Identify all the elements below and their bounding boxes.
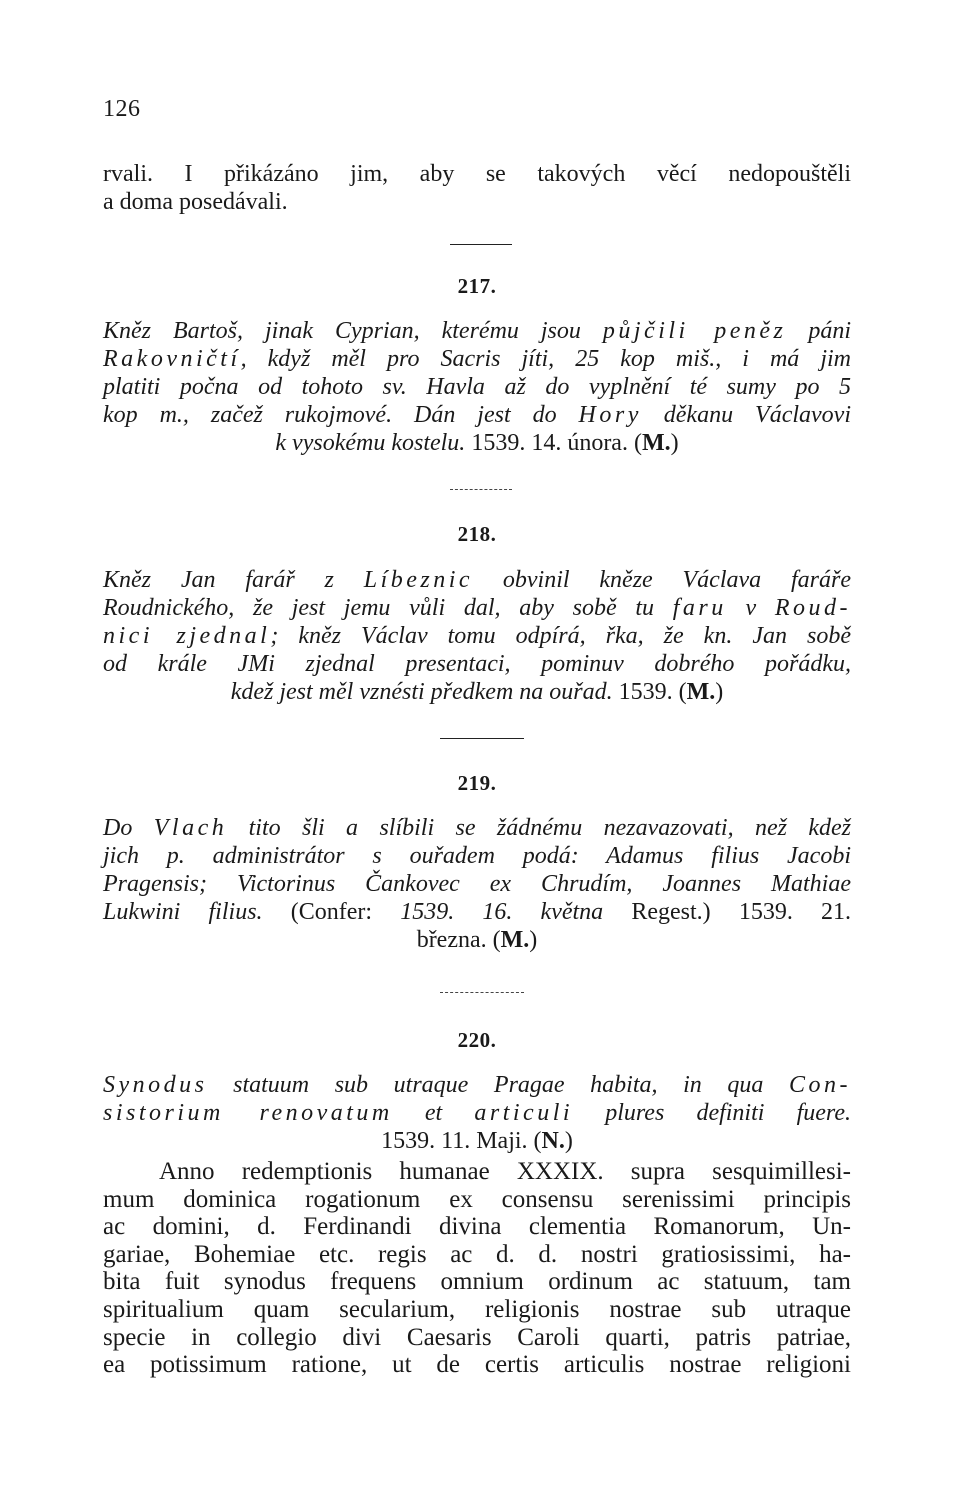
text-line: spiritualium quam secularium, religionis nostrae sub utraque bbox=[103, 1295, 851, 1323]
text-line: rvali. I přikázáno jim, aby se takových věcí nedopouštěli bbox=[103, 161, 851, 187]
entry-number-218: 218. bbox=[457, 522, 497, 546]
text-line: kop m., začež rukojmové. Dán jest do Hory děkanu Václavovi bbox=[103, 402, 851, 428]
text-line: jich p. administrátor s ouřadem podá: Adamus filius Jacobi bbox=[103, 843, 851, 869]
text-line: března. (M.) bbox=[416, 927, 538, 953]
entry-number-219: 219. bbox=[457, 771, 497, 795]
separator-rule bbox=[450, 244, 512, 245]
text-line: gariae, Bohemiae etc. regis ac d. d. nostri gratiosissimi, ha- bbox=[103, 1240, 851, 1268]
entry-219-text bbox=[103, 814, 851, 954]
text-line: platiti počna od tohoto sv. Havla až do vyplnění té sumy po 5 bbox=[103, 374, 851, 400]
separator-rule bbox=[440, 738, 524, 739]
text-line: Roudnického, že jest jemu vůli dal, aby sobě tu faru v Roud- bbox=[103, 595, 852, 621]
text-line: nici zjednal; kněz Václav tomu odpírá, řka, že kn. Jan sobě bbox=[103, 623, 851, 649]
text-line: Kněz Bartoš, jinak Cyprian, kterému jsou půjčili peněz páni bbox=[103, 318, 852, 344]
entry-218-text bbox=[103, 566, 851, 706]
text-line: Rakovničtí, když měl pro Sacris jíti, 25 kop miš., i má jim bbox=[103, 346, 851, 372]
text-line: Do Vlach tito šli a slíbili se žádnému nezavazovati, než kdež bbox=[103, 815, 851, 841]
text-line: Lukwini filius. (Confer: 1539. 16. května Regest.) 1539. 21. bbox=[103, 899, 852, 925]
text-line: k vysokému kostelu. 1539. 14. února. (M.) bbox=[275, 430, 679, 456]
entry-number-217: 217. bbox=[457, 274, 497, 298]
text-line: sistorium renovatum et articuli plures definiti fuere. bbox=[103, 1100, 852, 1126]
continuation-paragraph bbox=[103, 160, 851, 216]
text-line: od krále JMi zjednal presentaci, pominuv dobrého pořádku, bbox=[103, 651, 851, 677]
entry-220-body bbox=[103, 1158, 851, 1379]
separator-rule bbox=[440, 992, 524, 993]
entry-220-heading bbox=[103, 1071, 851, 1155]
text-line: 1539. 11. Maji. (N.) bbox=[381, 1128, 573, 1154]
text-line: Synodus statuum sub utraque Pragae habita, in qua Con- bbox=[103, 1072, 851, 1098]
text-line: Kněz Jan farář z Líbeznic obvinil kněze Václava faráře bbox=[103, 567, 851, 593]
entry-number-220: 220. bbox=[457, 1028, 497, 1052]
page-number: 126 bbox=[103, 96, 141, 122]
text-line: ac domini, d. Ferdinandi divina clementia Romanorum, Un- bbox=[103, 1213, 851, 1241]
text-line: kdež jest měl vznésti předkem na ouřad. 1539. (M.) bbox=[230, 679, 724, 705]
text-line: Anno redemptionis humanae XXXIX. supra sesquimillesi- bbox=[159, 1158, 851, 1185]
text-line: Pragensis; Victorinus Čankovec ex Chrudím, Joannes Mathiae bbox=[103, 871, 851, 897]
separator-rule bbox=[450, 489, 512, 490]
text-line: ea potissimum ratione, ut de certis articulis nostrae religioni bbox=[103, 1351, 851, 1379]
text-line: a doma posedávali. bbox=[103, 189, 288, 215]
entry-217-text bbox=[103, 317, 851, 457]
text-line: bita fuit synodus frequens omnium ordinum ac statuum, tam bbox=[103, 1268, 851, 1296]
text-line: mum dominica rogationum ex consensu serenissimi principis bbox=[103, 1185, 851, 1213]
text-line: specie in collegio divi Caesaris Caroli quarti, patris patriae, bbox=[103, 1323, 851, 1351]
